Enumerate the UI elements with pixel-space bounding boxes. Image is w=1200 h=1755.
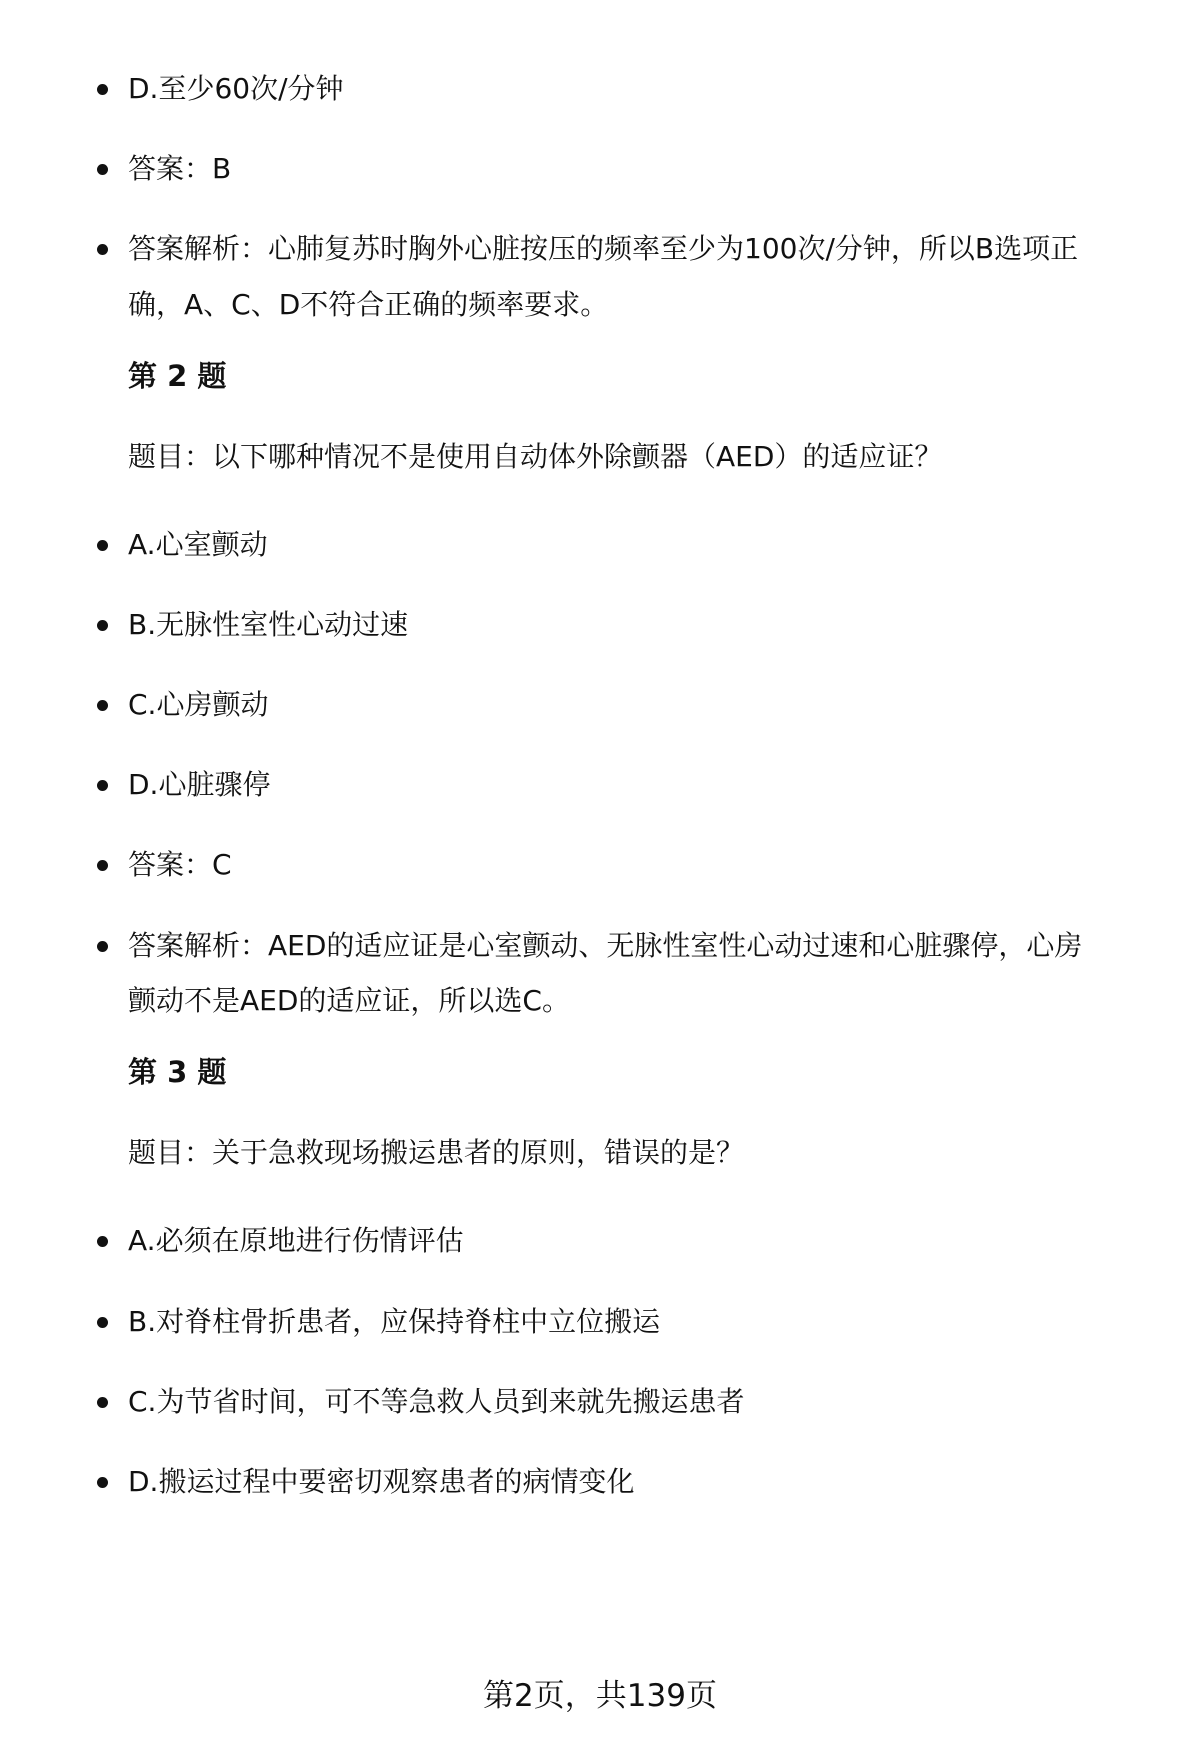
list-bullet <box>97 1236 108 1247</box>
q3-heading: 第 3 题 <box>128 1055 227 1089</box>
q1-analysis-line2: 确，A、C、D不符合正确的频率要求。 <box>128 288 609 321</box>
list-bullet <box>97 620 108 631</box>
list-bullet <box>97 1397 108 1408</box>
q2-option-a: A.心室颤动 <box>128 528 268 561</box>
q2-option-d: D.心脏骤停 <box>128 768 271 801</box>
q1-option-d: D.至少60次/分钟 <box>128 72 344 105</box>
q2-option-b: B.无脉性室性心动过速 <box>128 608 409 641</box>
list-bullet <box>97 1477 108 1488</box>
q1-answer: 答案：B <box>128 152 232 185</box>
list-bullet <box>97 1317 108 1328</box>
q3-option-b: B.对脊柱骨折患者，应保持脊柱中立位搬运 <box>128 1305 661 1338</box>
list-bullet <box>97 700 108 711</box>
q3-option-c: C.为节省时间，可不等急救人员到来就先搬运患者 <box>128 1385 745 1418</box>
list-bullet <box>97 540 108 551</box>
q1-analysis-line1: 答案解析：心肺复苏时胸外心脏按压的频率至少为100次/分钟，所以B选项正 <box>128 232 1079 265</box>
list-bullet <box>97 164 108 175</box>
q3-option-d: D.搬运过程中要密切观察患者的病情变化 <box>128 1465 635 1498</box>
q2-analysis-line2: 颤动不是AED的适应证，所以选C。 <box>128 984 570 1017</box>
page-number-footer: 第2页，共139页 <box>483 1678 717 1714</box>
list-bullet <box>97 941 108 952</box>
list-bullet <box>97 780 108 791</box>
q2-option-c: C.心房颤动 <box>128 688 269 721</box>
q3-question: 题目：关于急救现场搬运患者的原则，错误的是？ <box>128 1136 745 1169</box>
q2-answer: 答案：C <box>128 848 232 881</box>
q2-analysis-line1: 答案解析：AED的适应证是心室颤动、无脉性室性心动过速和心脏骤停，心房 <box>128 929 1083 962</box>
q2-question: 题目：以下哪种情况不是使用自动体外除颤器（AED）的适应证？ <box>128 440 943 473</box>
q3-option-a: A.必须在原地进行伤情评估 <box>128 1224 464 1257</box>
list-bullet <box>97 860 108 871</box>
list-bullet <box>97 84 108 95</box>
list-bullet <box>97 244 108 255</box>
q2-heading: 第 2 题 <box>128 359 227 393</box>
